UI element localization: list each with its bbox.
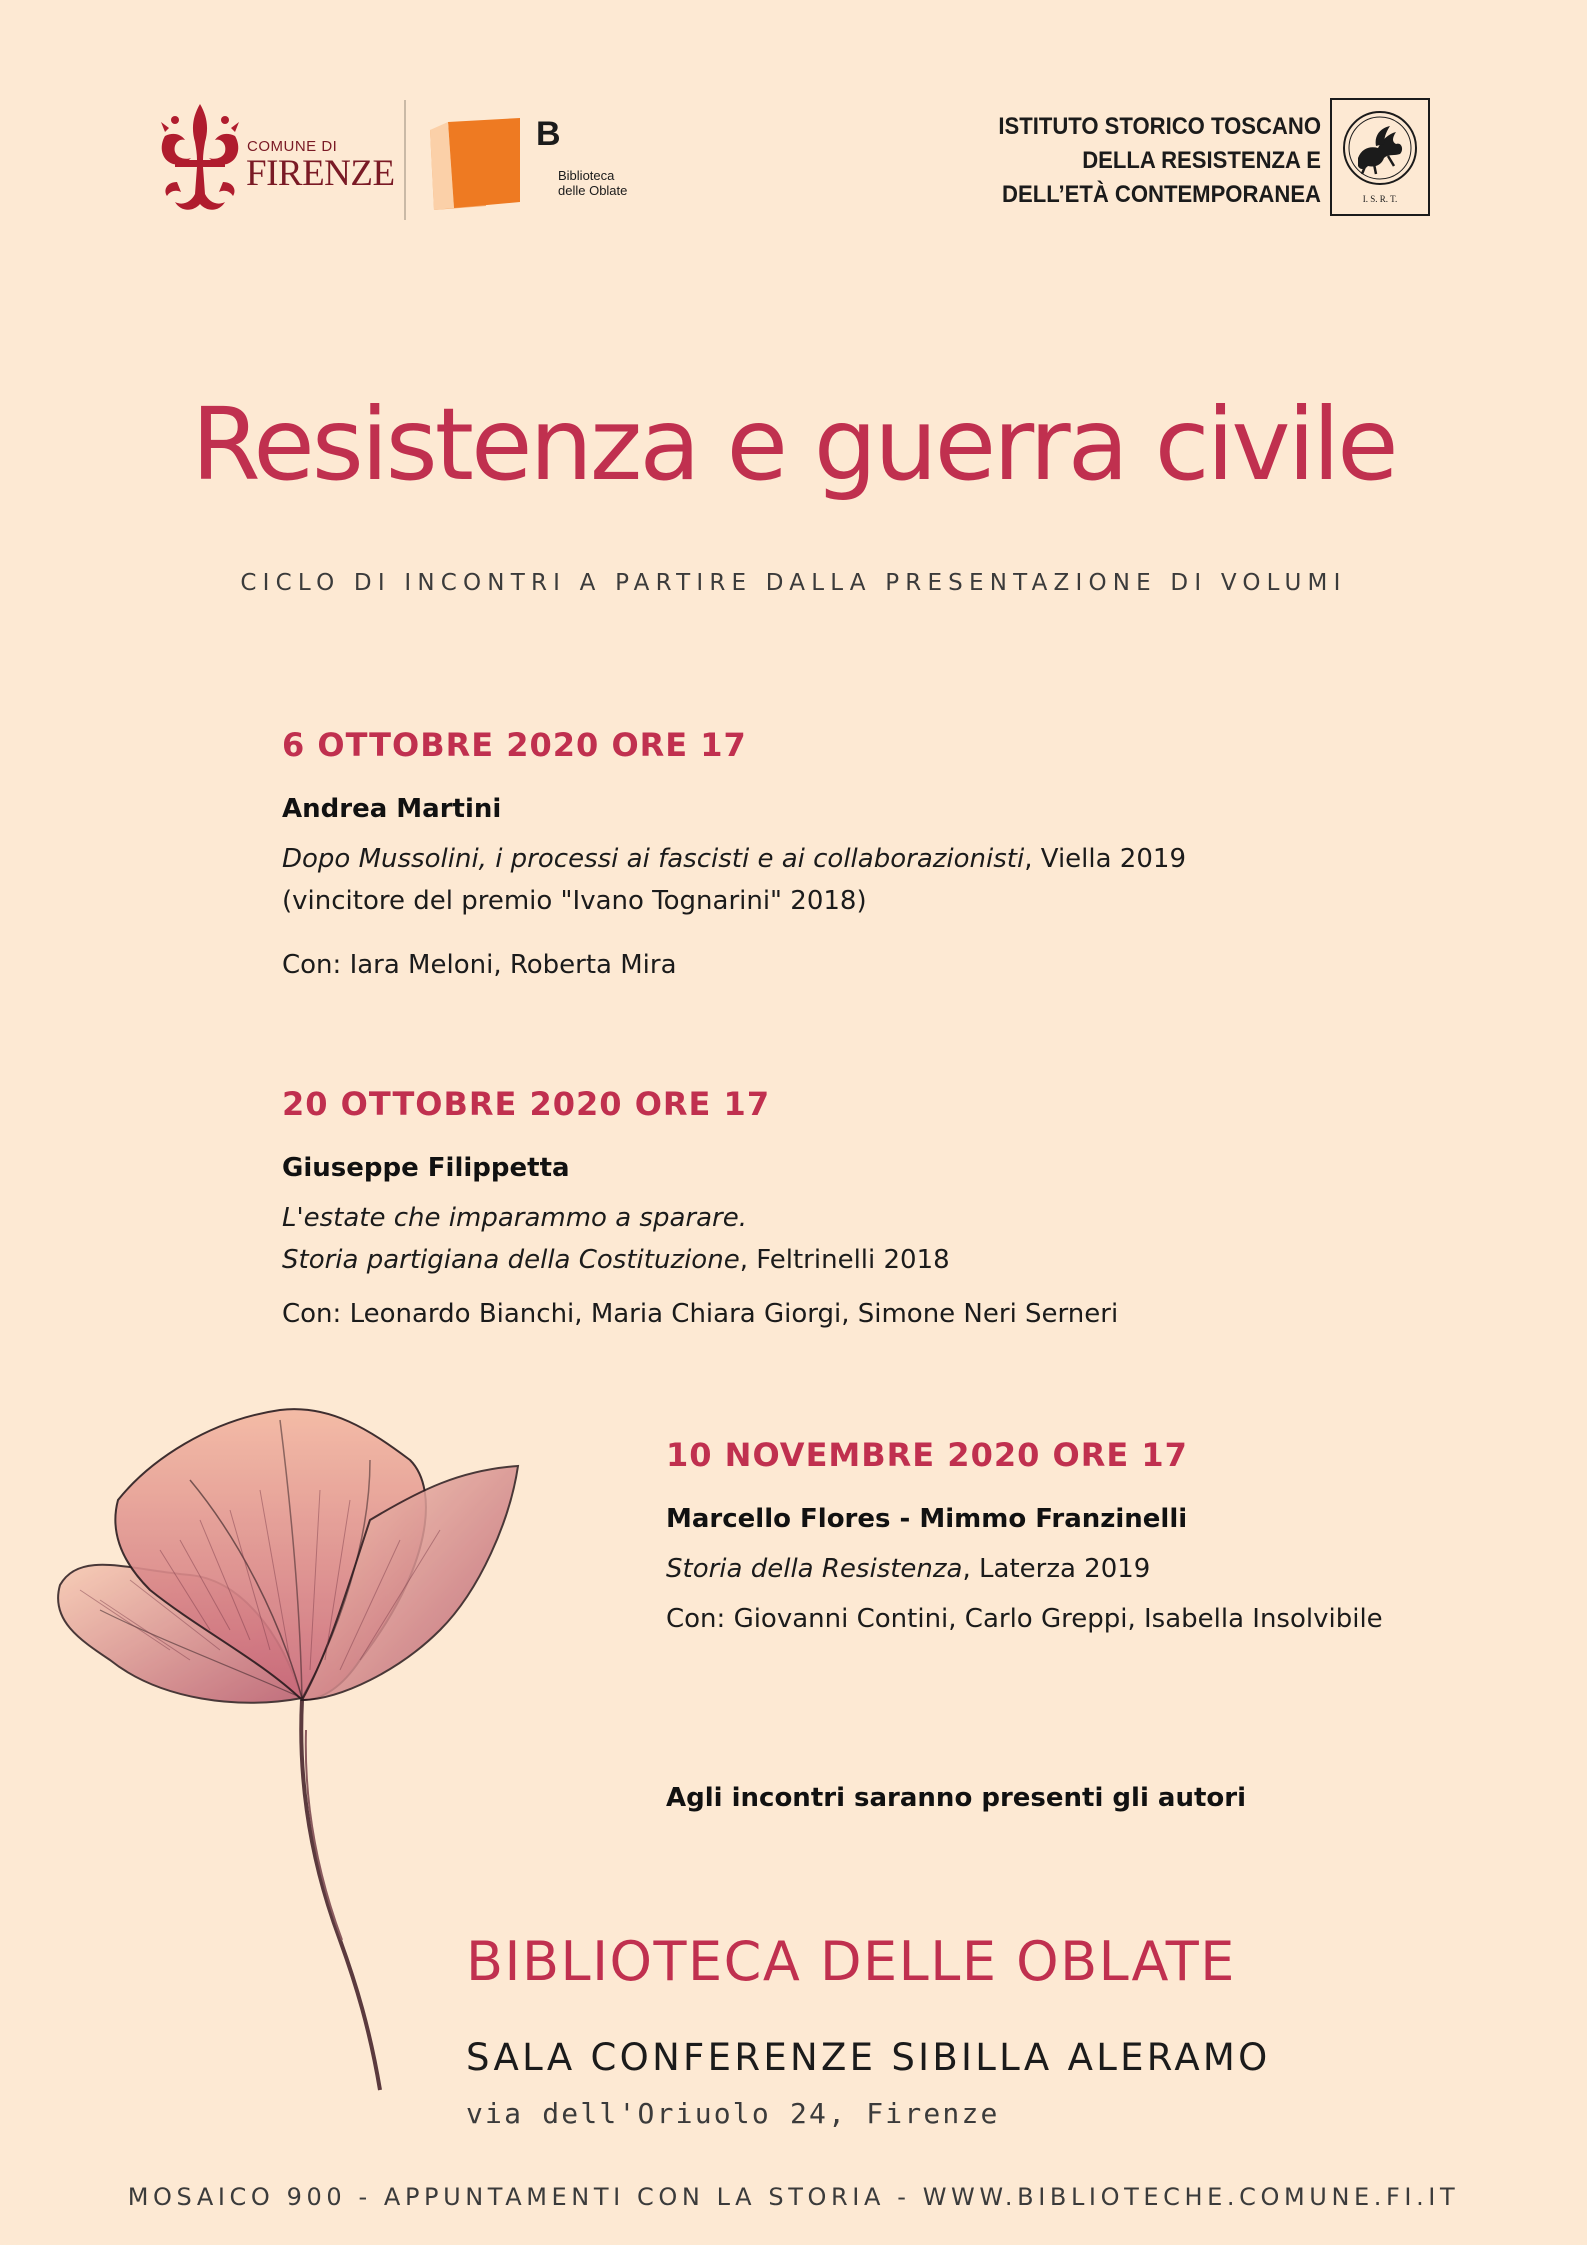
oblate-book-icon [420,110,530,220]
pegasus-seal-icon [1332,100,1428,214]
comune-city-label: FIRENZE [246,153,395,194]
venue-address: via dell'Oriuolo 24, Firenze [466,2097,1000,2130]
event-1-with: Con: Iara Meloni, Roberta Mira [282,950,677,980]
event-1-book-title: Dopo Mussolini, i processi ai fascisti e ai collaborazionisti [282,844,1025,874]
event-3-book-title: Storia della Resistenza [666,1554,963,1584]
poppy-illustration [40,1400,680,2100]
event-3-book-publisher: , Laterza 2019 [962,1554,1151,1584]
authors-note: Agli incontri saranno presenti gli autori [666,1783,1246,1813]
event-2 [282,1085,1118,1329]
event-1-date: 6 OTTOBRE 2020 ORE 17 [282,726,747,764]
event-1-book [282,844,1186,874]
isrt-line-1: ISTITUTO STORICO TOSCANO [998,113,1321,140]
event-3-book [666,1554,1383,1584]
page-subtitle: CICLO DI INCONTRI A PARTIRE DALLA PRESENTAZIONE DI VOLUMI [240,570,1347,596]
isrt-line-2: DELLA RESISTENZA E [1082,147,1321,174]
event-2-author: Giuseppe Filippetta [282,1153,570,1183]
event-3 [666,1436,1383,1634]
oblate-letter: B [536,115,561,153]
isrt-seal-label: I. S. R. T. [1362,194,1398,204]
event-1-note: (vincitore del premio "Ivano Tognarini" 2018) [282,886,867,916]
event-2-with: Con: Leonardo Bianchi, Maria Chiara Giorgi, Simone Neri Serneri [282,1299,1119,1329]
event-3-author: Marcello Flores - Mimmo Franzinelli [666,1504,1188,1534]
comune-di-firenze-logo [155,98,395,218]
fleur-de-lis-icon [155,98,245,218]
event-2-book-line1: L'estate che imparammo a sparare. [282,1203,747,1233]
event-2-date: 20 OTTOBRE 2020 ORE 17 [282,1085,771,1123]
isrt-seal-logo [1330,98,1430,216]
biblioteca-oblate-logo [420,110,628,220]
oblate-name [558,168,658,198]
event-2-book-publisher: , Feltrinelli 2018 [739,1245,950,1275]
venue-room: SALA CONFERENZE SIBILLA ALERAMO [466,2036,1271,2079]
footer-text: MOSAICO 900 - APPUNTAMENTI CON LA STORIA - WWW.BIBLIOTECHE.COMUNE.FI.IT [127,2183,1460,2211]
isrt-name [898,110,1321,212]
event-1-author: Andrea Martini [282,794,502,824]
event-3-with: Con: Giovanni Contini, Carlo Greppi, Isabella Insolvibile [666,1604,1383,1634]
page-title: Resistenza e guerra civile [191,386,1396,503]
event-1 [282,726,1186,980]
venue-name: BIBLIOTECA DELLE OBLATE [466,1930,1236,1993]
event-2-book-title: Storia partigiana della Costituzione [282,1245,740,1275]
event-1-book-publisher: , Viella 2019 [1024,844,1186,874]
isrt-line-3: DELL’ETÀ CONTEMPORANEA [1002,181,1321,208]
oblate-name-line2: delle Oblate [558,183,628,198]
logo-divider [404,100,406,220]
oblate-name-line1: Biblioteca [558,168,615,183]
event-2-book-line2 [282,1245,1118,1275]
comune-small-label: COMUNE DI [247,138,338,155]
event-3-date: 10 NOVEMBRE 2020 ORE 17 [666,1436,1188,1474]
